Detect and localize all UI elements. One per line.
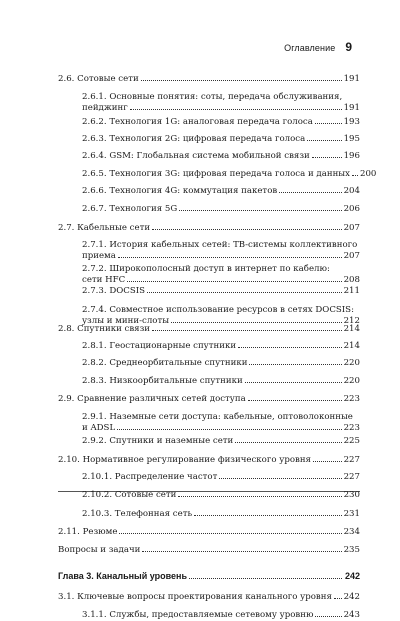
toc-entry-page: 208 <box>343 275 360 285</box>
toc-entry-page: 234 <box>343 527 360 537</box>
dot-leader <box>307 140 341 141</box>
toc-entry-title: 2.6.2. Технология 1G: аналоговая передача голоса <box>82 117 313 127</box>
toc-entry[interactable] <box>58 358 360 369</box>
toc-entry-page: 223 <box>343 394 360 404</box>
toc-entry[interactable] <box>58 286 360 297</box>
toc-entry[interactable] <box>58 151 360 162</box>
toc-entry-title-line: 2.6.1. Основные понятия: соты, передача обслуживания, <box>82 92 343 102</box>
toc-entry-page: 220 <box>343 358 360 368</box>
toc-entry-page: 231 <box>343 509 360 519</box>
toc-entry[interactable] <box>58 527 360 538</box>
toc-entry-title: 2.10.1. Распределение частот <box>82 472 218 482</box>
toc-entry-title: 3.1.1. Службы, предоставляемые сетевому уровню <box>82 610 314 620</box>
toc-entry-title: 2.6.7. Технология 5G <box>82 204 178 214</box>
dot-leader <box>352 175 358 176</box>
toc-entry-title: Глава 3. Канальный уровень <box>58 571 188 581</box>
toc-entry-page: 204 <box>343 186 360 196</box>
toc-entry[interactable] <box>58 324 360 335</box>
toc-entry-title: Вопросы и задачи <box>58 545 141 555</box>
toc-entry-title: 2.9.2. Спутники и наземные сети <box>82 436 234 446</box>
toc-entry-page: 242 <box>344 571 360 581</box>
toc-entry-page: 223 <box>343 423 360 433</box>
toc-entry-title: 2.8.3. Низкоорбитальные спутники <box>82 376 243 386</box>
dot-leader <box>117 429 341 430</box>
toc-entry-title: 2.6. Сотовые сети <box>58 74 139 84</box>
toc-entry[interactable] <box>58 134 360 145</box>
toc-entry-page: 227 <box>343 455 360 465</box>
toc-entry[interactable] <box>58 490 360 501</box>
toc-entry[interactable] <box>58 264 360 286</box>
dot-leader <box>279 192 341 193</box>
toc-entry-title: 2.6.4. GSM: Глобальная система мобильной связи <box>82 151 310 161</box>
dot-leader <box>142 551 341 552</box>
dot-leader <box>248 400 342 401</box>
dot-leader <box>312 157 342 158</box>
toc-entry[interactable] <box>58 394 360 405</box>
toc-entry-title-line: 2.7.4. Совместное использование ресурсов в сетях DOCSIS: <box>82 305 354 315</box>
dot-leader <box>315 616 341 617</box>
toc-entry[interactable] <box>58 117 360 128</box>
toc-entry[interactable] <box>58 545 360 556</box>
dot-leader <box>152 229 342 230</box>
toc-entry-title: 2.7.3. DOCSIS <box>82 286 146 296</box>
dot-leader <box>179 210 341 211</box>
toc-chapter-entry[interactable] <box>58 571 360 582</box>
dot-leader <box>171 322 342 323</box>
toc-entry-title: 2.8.1. Геостационарные спутники <box>82 341 237 351</box>
toc-entry[interactable] <box>58 376 360 387</box>
toc-entry-page: 230 <box>343 490 360 500</box>
toc-entry-page: 227 <box>343 472 360 482</box>
toc-entry-page: 211 <box>343 286 360 296</box>
toc-entry-title: 2.9. Сравнение различных сетей доступа <box>58 394 246 404</box>
toc-entry-page: 243 <box>343 610 360 620</box>
toc-entry-title-line: 2.7.2. Широкополосный доступ в интернет по кабелю: <box>82 264 330 274</box>
toc-entry-page: 207 <box>343 251 360 261</box>
toc-entry-page: 214 <box>343 324 360 334</box>
toc-entry-page: 207 <box>343 223 360 233</box>
toc-entry-title: 3.1. Ключевые вопросы проектирования канального уровня <box>58 592 332 602</box>
dot-leader <box>178 496 341 497</box>
dot-leader <box>249 364 341 365</box>
toc-entry[interactable] <box>58 341 360 352</box>
toc-entry-title: 2.6.3. Технология 2G: цифровая передача голоса <box>82 134 306 144</box>
toc-entry[interactable] <box>58 186 360 197</box>
toc-entry[interactable] <box>58 592 360 603</box>
toc-entry-title: 2.10. Нормативное регулирование физического уровня <box>58 455 311 465</box>
dot-leader <box>235 442 341 443</box>
toc-entry-title: сети HFC <box>82 275 126 285</box>
toc-entry-title: 2.10.3. Телефонная сеть <box>82 509 193 519</box>
toc-entry-page: 220 <box>343 376 360 386</box>
toc-entry[interactable] <box>58 455 360 466</box>
running-header-title: Оглавление <box>284 43 336 53</box>
toc-entry[interactable] <box>58 610 360 621</box>
toc-entry-title: 2.10.2. Сотовые сети <box>82 490 177 500</box>
toc-entry[interactable] <box>58 472 360 483</box>
toc-entry-title-line: 2.7.1. История кабельных сетей: ТВ-системы коллективного <box>82 240 358 250</box>
toc-entry-title: 2.8.2. Среднеорбитальные спутники <box>82 358 248 368</box>
dot-leader <box>315 123 342 124</box>
toc-entry-page: 195 <box>343 134 360 144</box>
dot-leader <box>334 598 342 599</box>
dot-leader <box>147 292 342 293</box>
toc-entry-page: 196 <box>343 151 360 161</box>
dot-leader <box>118 257 342 258</box>
toc-entry-page: 206 <box>343 204 360 214</box>
dot-leader <box>130 109 342 110</box>
toc-entry-page: 212 <box>343 316 360 326</box>
toc-entry-title: 2.7. Кабельные сети <box>58 223 151 233</box>
toc-entry-page: 225 <box>343 436 360 446</box>
dot-leader <box>194 515 341 516</box>
toc-entry-title: приема <box>82 251 116 261</box>
toc-entry[interactable] <box>58 169 377 180</box>
toc-entry[interactable] <box>58 509 360 520</box>
toc-entry-title: и ADSL <box>82 423 116 433</box>
toc-entry-title: 2.6.5. Технология 3G: цифровая передача голоса и данных <box>82 169 350 179</box>
toc-entry[interactable] <box>58 240 360 262</box>
dot-leader <box>127 281 341 282</box>
dot-leader <box>313 461 342 462</box>
toc-entry-title: 2.8. Спутники связи <box>58 324 151 334</box>
dot-leader <box>245 382 342 383</box>
toc-entry-title: 2.6.6. Технология 4G: коммутация пакетов <box>82 186 278 196</box>
toc-entry-page: 193 <box>343 117 360 127</box>
toc-entry[interactable] <box>58 412 360 434</box>
toc-entry-page: 200 <box>360 169 377 179</box>
toc-entry-page: 191 <box>343 103 360 113</box>
page-number: 9 <box>345 40 352 54</box>
toc-entry[interactable] <box>58 204 360 215</box>
dot-leader <box>238 347 342 348</box>
toc-entry-title: узлы и мини-слоты <box>82 316 170 326</box>
toc-entry[interactable] <box>58 92 360 114</box>
dot-leader <box>219 478 341 479</box>
toc-entry-page: 242 <box>343 592 360 602</box>
toc-entry-page: 235 <box>343 545 360 555</box>
toc-entry[interactable] <box>58 74 360 85</box>
running-header <box>284 40 352 54</box>
dot-leader <box>141 80 342 81</box>
toc-entry[interactable] <box>58 223 360 234</box>
dot-leader <box>152 330 342 331</box>
toc-entry-title-line: 2.9.1. Наземные сети доступа: кабельные, оптоволоконные <box>82 412 353 422</box>
dot-leader <box>189 578 342 579</box>
toc-entry-page: 191 <box>343 74 360 84</box>
toc-entry-title: пейджинг <box>82 103 128 113</box>
toc-entry-page: 214 <box>343 341 360 351</box>
dot-leader <box>119 533 341 534</box>
toc-entry-title: 2.11. Резюме <box>58 527 118 537</box>
toc-entry[interactable] <box>58 436 360 447</box>
